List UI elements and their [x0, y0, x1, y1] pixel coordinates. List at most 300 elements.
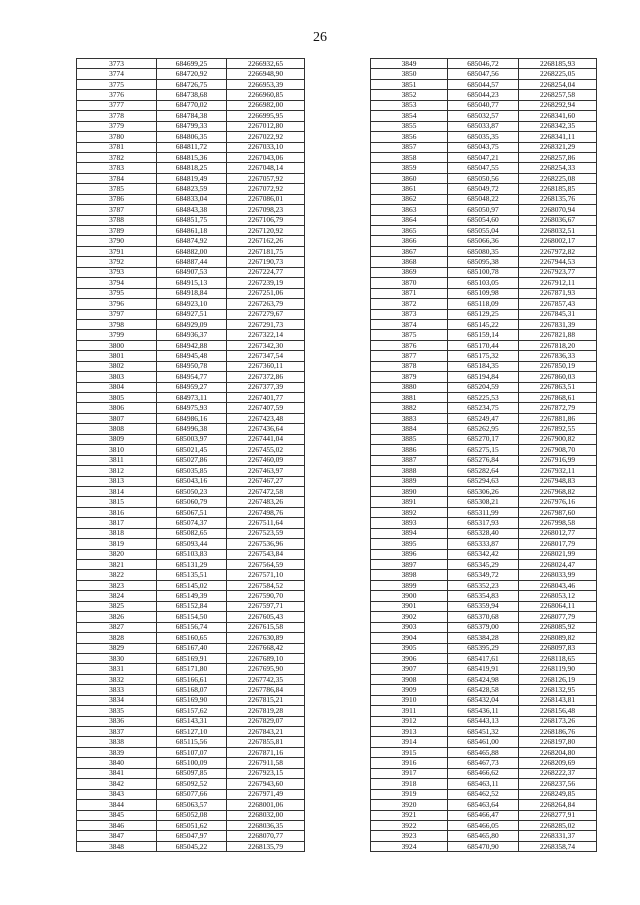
- x-coordinate-cell: 685060,79: [157, 497, 227, 507]
- table-row: [371, 434, 597, 444]
- x-coordinate-cell: 685145,02: [157, 580, 227, 590]
- point-number-cell: 3805: [77, 393, 157, 403]
- x-coordinate-cell: 684945,48: [157, 351, 227, 361]
- x-coordinate-cell: 685317,93: [448, 518, 519, 528]
- table-row: [77, 393, 305, 403]
- y-coordinate-cell: 2267871,16: [227, 747, 305, 757]
- point-number-cell: 3922: [371, 820, 448, 830]
- table-row: [77, 601, 305, 611]
- point-number-cell: 3802: [77, 361, 157, 371]
- table-row: [77, 434, 305, 444]
- x-coordinate-cell: 685465,80: [448, 831, 519, 841]
- y-coordinate-cell: 2268032,00: [227, 810, 305, 820]
- x-coordinate-cell: 685466,05: [448, 820, 519, 830]
- x-coordinate-cell: 685451,32: [448, 727, 519, 737]
- table-row: [371, 215, 597, 225]
- point-number-cell: 3834: [77, 695, 157, 705]
- x-coordinate-cell: 685169,90: [157, 695, 227, 705]
- y-coordinate-cell: 2268070,77: [227, 831, 305, 841]
- point-number-cell: 3827: [77, 622, 157, 632]
- point-number-cell: 3853: [371, 100, 448, 110]
- table-row: [371, 560, 597, 570]
- y-coordinate-cell: 2268132,95: [519, 685, 597, 695]
- point-number-cell: 3872: [371, 299, 448, 309]
- table-row: [77, 622, 305, 632]
- table-row: [371, 507, 597, 517]
- x-coordinate-cell: 685443,13: [448, 716, 519, 726]
- y-coordinate-cell: 2267511,64: [227, 518, 305, 528]
- x-coordinate-cell: 685436,11: [448, 706, 519, 716]
- table-row: [77, 424, 305, 434]
- point-number-cell: 3773: [77, 59, 157, 69]
- table-row: [371, 173, 597, 183]
- y-coordinate-cell: 2268156,48: [519, 706, 597, 716]
- point-number-cell: 3896: [371, 549, 448, 559]
- point-number-cell: 3812: [77, 466, 157, 476]
- table-row: [77, 319, 305, 329]
- point-number-cell: 3813: [77, 476, 157, 486]
- x-coordinate-cell: 685048,22: [448, 194, 519, 204]
- x-coordinate-cell: 685156,74: [157, 622, 227, 632]
- table-row: [77, 132, 305, 142]
- x-coordinate-cell: 685349,72: [448, 570, 519, 580]
- point-number-cell: 3857: [371, 142, 448, 152]
- table-row: [371, 747, 597, 757]
- point-number-cell: 3917: [371, 768, 448, 778]
- x-coordinate-cell: 685093,44: [157, 539, 227, 549]
- point-number-cell: 3820: [77, 549, 157, 559]
- y-coordinate-cell: 2268017,79: [519, 539, 597, 549]
- x-coordinate-cell: 685395,29: [448, 643, 519, 653]
- x-coordinate-cell: 685107,07: [157, 747, 227, 757]
- y-coordinate-cell: 2268012,77: [519, 528, 597, 538]
- x-coordinate-cell: 685055,04: [448, 226, 519, 236]
- table-row: [77, 737, 305, 747]
- y-coordinate-cell: 2267423,48: [227, 413, 305, 423]
- y-coordinate-cell: 2267872,79: [519, 403, 597, 413]
- x-coordinate-cell: 685109,98: [448, 288, 519, 298]
- x-coordinate-cell: 685129,25: [448, 309, 519, 319]
- point-number-cell: 3791: [77, 246, 157, 256]
- x-coordinate-cell: 684770,02: [157, 100, 227, 110]
- point-number-cell: 3869: [371, 267, 448, 277]
- point-number-cell: 3810: [77, 445, 157, 455]
- point-number-cell: 3848: [77, 841, 157, 851]
- x-coordinate-cell: 685167,40: [157, 643, 227, 653]
- x-coordinate-cell: 685033,87: [448, 121, 519, 131]
- y-coordinate-cell: 2268277,91: [519, 810, 597, 820]
- point-number-cell: 3909: [371, 685, 448, 695]
- y-coordinate-cell: 2267829,07: [227, 716, 305, 726]
- x-coordinate-cell: 685160,65: [157, 633, 227, 643]
- y-coordinate-cell: 2267342,30: [227, 340, 305, 350]
- x-coordinate-cell: 685462,52: [448, 789, 519, 799]
- table-row: [77, 612, 305, 622]
- y-coordinate-cell: 2268264,84: [519, 800, 597, 810]
- y-coordinate-cell: 2268237,56: [519, 779, 597, 789]
- x-coordinate-cell: 685100,78: [448, 267, 519, 277]
- x-coordinate-cell: 685045,22: [157, 841, 227, 851]
- y-coordinate-cell: 2268186,76: [519, 727, 597, 737]
- point-number-cell: 3878: [371, 361, 448, 371]
- table-row: [371, 226, 597, 236]
- point-number-cell: 3843: [77, 789, 157, 799]
- x-coordinate-cell: 684929,09: [157, 319, 227, 329]
- point-number-cell: 3890: [371, 486, 448, 496]
- point-number-cell: 3888: [371, 466, 448, 476]
- point-number-cell: 3868: [371, 257, 448, 267]
- table-row: [77, 236, 305, 246]
- table-row: [77, 215, 305, 225]
- point-number-cell: 3902: [371, 612, 448, 622]
- table-row: [371, 643, 597, 653]
- table-row: [77, 727, 305, 737]
- point-number-cell: 3841: [77, 768, 157, 778]
- y-coordinate-cell: 2267190,73: [227, 257, 305, 267]
- x-coordinate-cell: 685424,98: [448, 674, 519, 684]
- y-coordinate-cell: 2267455,02: [227, 445, 305, 455]
- table-row: [77, 706, 305, 716]
- y-coordinate-cell: 2268135,76: [519, 194, 597, 204]
- y-coordinate-cell: 2267120,92: [227, 226, 305, 236]
- table-row: [371, 549, 597, 559]
- table-row: [77, 664, 305, 674]
- y-coordinate-cell: 2268089,82: [519, 633, 597, 643]
- point-number-cell: 3855: [371, 121, 448, 131]
- x-coordinate-cell: 685047,56: [448, 69, 519, 79]
- table-row: [371, 267, 597, 277]
- y-coordinate-cell: 2268043,46: [519, 580, 597, 590]
- point-number-cell: 3790: [77, 236, 157, 246]
- x-coordinate-cell: 685225,53: [448, 393, 519, 403]
- table-row: [77, 163, 305, 173]
- point-number-cell: 3913: [371, 727, 448, 737]
- table-row: [371, 528, 597, 538]
- x-coordinate-cell: 685097,85: [157, 768, 227, 778]
- x-coordinate-cell: 685154,50: [157, 612, 227, 622]
- point-number-cell: 3804: [77, 382, 157, 392]
- y-coordinate-cell: 2267347,54: [227, 351, 305, 361]
- point-number-cell: 3823: [77, 580, 157, 590]
- point-number-cell: 3852: [371, 90, 448, 100]
- x-coordinate-cell: 684942,88: [157, 340, 227, 350]
- y-coordinate-cell: 2267843,21: [227, 727, 305, 737]
- table-row: [371, 403, 597, 413]
- table-row: [77, 789, 305, 799]
- point-number-cell: 3818: [77, 528, 157, 538]
- table-row: [371, 716, 597, 726]
- y-coordinate-cell: 2267689,10: [227, 653, 305, 663]
- table-row: [371, 841, 597, 851]
- point-number-cell: 3785: [77, 184, 157, 194]
- x-coordinate-cell: 685049,72: [448, 184, 519, 194]
- point-number-cell: 3809: [77, 434, 157, 444]
- y-coordinate-cell: 2267615,58: [227, 622, 305, 632]
- x-coordinate-cell: 684936,37: [157, 330, 227, 340]
- y-coordinate-cell: 2268341,11: [519, 132, 597, 142]
- y-coordinate-cell: 2267033,10: [227, 142, 305, 152]
- y-coordinate-cell: 2267106,79: [227, 215, 305, 225]
- y-coordinate-cell: 2266948,90: [227, 69, 305, 79]
- y-coordinate-cell: 2268197,80: [519, 737, 597, 747]
- point-number-cell: 3824: [77, 591, 157, 601]
- table-row: [371, 831, 597, 841]
- point-number-cell: 3918: [371, 779, 448, 789]
- table-row: [371, 330, 597, 340]
- point-number-cell: 3858: [371, 152, 448, 162]
- x-coordinate-cell: 685354,83: [448, 591, 519, 601]
- y-coordinate-cell: 2268285,02: [519, 820, 597, 830]
- x-coordinate-cell: 685043,75: [448, 142, 519, 152]
- point-number-cell: 3915: [371, 747, 448, 757]
- x-coordinate-cell: 685127,10: [157, 727, 227, 737]
- table-row: [371, 413, 597, 423]
- y-coordinate-cell: 2266982,00: [227, 100, 305, 110]
- table-row: [77, 674, 305, 684]
- point-number-cell: 3897: [371, 560, 448, 570]
- point-number-cell: 3892: [371, 507, 448, 517]
- y-coordinate-cell: 2268358,74: [519, 841, 597, 851]
- y-coordinate-cell: 2267944,53: [519, 257, 597, 267]
- y-coordinate-cell: 2267536,96: [227, 539, 305, 549]
- y-coordinate-cell: 2267543,84: [227, 549, 305, 559]
- x-coordinate-cell: 685282,64: [448, 466, 519, 476]
- y-coordinate-cell: 2267048,14: [227, 163, 305, 173]
- table-row: [77, 257, 305, 267]
- x-coordinate-cell: 685166,61: [157, 674, 227, 684]
- y-coordinate-cell: 2268185,93: [519, 59, 597, 69]
- y-coordinate-cell: 2267251,06: [227, 288, 305, 298]
- table-row: [371, 288, 597, 298]
- point-number-cell: 3793: [77, 267, 157, 277]
- table-row: [371, 205, 597, 215]
- x-coordinate-cell: 684819,49: [157, 173, 227, 183]
- y-coordinate-cell: 2267923,77: [519, 267, 597, 277]
- point-number-cell: 3780: [77, 132, 157, 142]
- y-coordinate-cell: 2268254,33: [519, 163, 597, 173]
- coordinates-table-left: [76, 58, 305, 852]
- point-number-cell: 3775: [77, 79, 157, 89]
- table-row: [371, 800, 597, 810]
- y-coordinate-cell: 2267483,26: [227, 497, 305, 507]
- point-number-cell: 3867: [371, 246, 448, 256]
- y-coordinate-cell: 2268097,83: [519, 643, 597, 653]
- table-row: [371, 79, 597, 89]
- y-coordinate-cell: 2267987,60: [519, 507, 597, 517]
- table-row: [77, 184, 305, 194]
- point-number-cell: 3840: [77, 758, 157, 768]
- x-coordinate-cell: 685370,68: [448, 612, 519, 622]
- y-coordinate-cell: 2268321,29: [519, 142, 597, 152]
- y-coordinate-cell: 2267845,31: [519, 309, 597, 319]
- point-number-cell: 3871: [371, 288, 448, 298]
- x-coordinate-cell: 685047,55: [448, 163, 519, 173]
- point-number-cell: 3920: [371, 800, 448, 810]
- table-row: [77, 685, 305, 695]
- table-row: [371, 142, 597, 152]
- y-coordinate-cell: 2266953,39: [227, 79, 305, 89]
- x-coordinate-cell: 685359,94: [448, 601, 519, 611]
- x-coordinate-cell: 685003,97: [157, 434, 227, 444]
- point-number-cell: 3887: [371, 455, 448, 465]
- point-number-cell: 3831: [77, 664, 157, 674]
- point-number-cell: 3886: [371, 445, 448, 455]
- x-coordinate-cell: 684720,92: [157, 69, 227, 79]
- point-number-cell: 3795: [77, 288, 157, 298]
- y-coordinate-cell: 2267836,33: [519, 351, 597, 361]
- x-coordinate-cell: 684907,53: [157, 267, 227, 277]
- table-row: [77, 288, 305, 298]
- x-coordinate-cell: 685308,21: [448, 497, 519, 507]
- point-number-cell: 3866: [371, 236, 448, 246]
- table-row: [77, 455, 305, 465]
- point-number-cell: 3924: [371, 841, 448, 851]
- y-coordinate-cell: 2267900,82: [519, 434, 597, 444]
- x-coordinate-cell: 684975,93: [157, 403, 227, 413]
- table-row: [77, 382, 305, 392]
- table-row: [77, 194, 305, 204]
- y-coordinate-cell: 2267855,81: [227, 737, 305, 747]
- table-row: [371, 278, 597, 288]
- x-coordinate-cell: 684927,51: [157, 309, 227, 319]
- point-number-cell: 3838: [77, 737, 157, 747]
- x-coordinate-cell: 685428,58: [448, 685, 519, 695]
- point-number-cell: 3923: [371, 831, 448, 841]
- point-number-cell: 3836: [77, 716, 157, 726]
- point-number-cell: 3891: [371, 497, 448, 507]
- y-coordinate-cell: 2268024,47: [519, 560, 597, 570]
- point-number-cell: 3901: [371, 601, 448, 611]
- y-coordinate-cell: 2268185,85: [519, 184, 597, 194]
- point-number-cell: 3814: [77, 486, 157, 496]
- y-coordinate-cell: 2267279,67: [227, 309, 305, 319]
- point-number-cell: 3911: [371, 706, 448, 716]
- y-coordinate-cell: 2267786,84: [227, 685, 305, 695]
- table-row: [77, 69, 305, 79]
- x-coordinate-cell: 685044,23: [448, 90, 519, 100]
- point-number-cell: 3885: [371, 434, 448, 444]
- point-number-cell: 3778: [77, 111, 157, 121]
- y-coordinate-cell: 2268064,11: [519, 601, 597, 611]
- x-coordinate-cell: 684818,25: [157, 163, 227, 173]
- table-row: [371, 246, 597, 256]
- y-coordinate-cell: 2267022,92: [227, 132, 305, 142]
- x-coordinate-cell: 685135,51: [157, 570, 227, 580]
- table-row: [77, 539, 305, 549]
- table-row: [77, 841, 305, 851]
- x-coordinate-cell: 685046,72: [448, 59, 519, 69]
- table-row: [77, 768, 305, 778]
- table-row: [77, 246, 305, 256]
- y-coordinate-cell: 2267401,77: [227, 393, 305, 403]
- x-coordinate-cell: 684959,27: [157, 382, 227, 392]
- x-coordinate-cell: 684874,92: [157, 236, 227, 246]
- y-coordinate-cell: 2268002,17: [519, 236, 597, 246]
- x-coordinate-cell: 685466,62: [448, 768, 519, 778]
- y-coordinate-cell: 2267850,19: [519, 361, 597, 371]
- table-row: [77, 747, 305, 757]
- x-coordinate-cell: 685262,95: [448, 424, 519, 434]
- y-coordinate-cell: 2266932,65: [227, 59, 305, 69]
- table-row: [371, 518, 597, 528]
- y-coordinate-cell: 2267912,11: [519, 278, 597, 288]
- point-number-cell: 3854: [371, 111, 448, 121]
- table-row: [77, 507, 305, 517]
- y-coordinate-cell: 2267932,11: [519, 466, 597, 476]
- table-row: [371, 299, 597, 309]
- y-coordinate-cell: 2267072,92: [227, 184, 305, 194]
- y-coordinate-cell: 2268225,05: [519, 69, 597, 79]
- y-coordinate-cell: 2268036,35: [227, 820, 305, 830]
- point-number-cell: 3910: [371, 695, 448, 705]
- y-coordinate-cell: 2267860,03: [519, 372, 597, 382]
- point-number-cell: 3903: [371, 622, 448, 632]
- table-row: [371, 633, 597, 643]
- y-coordinate-cell: 2267498,76: [227, 507, 305, 517]
- x-coordinate-cell: 684851,75: [157, 215, 227, 225]
- table-row: [77, 445, 305, 455]
- x-coordinate-cell: 685050,23: [157, 486, 227, 496]
- x-coordinate-cell: 685149,39: [157, 591, 227, 601]
- x-coordinate-cell: 685333,87: [448, 539, 519, 549]
- y-coordinate-cell: 2267584,52: [227, 580, 305, 590]
- table-row: [371, 758, 597, 768]
- table-row: [77, 90, 305, 100]
- x-coordinate-cell: 685118,09: [448, 299, 519, 309]
- y-coordinate-cell: 2267908,70: [519, 445, 597, 455]
- x-coordinate-cell: 685169,91: [157, 653, 227, 663]
- x-coordinate-cell: 685463,64: [448, 800, 519, 810]
- y-coordinate-cell: 2268257,58: [519, 90, 597, 100]
- table-row: [77, 330, 305, 340]
- x-coordinate-cell: 684843,38: [157, 205, 227, 215]
- y-coordinate-cell: 2267597,71: [227, 601, 305, 611]
- x-coordinate-cell: 685032,57: [448, 111, 519, 121]
- point-number-cell: 3807: [77, 413, 157, 423]
- point-number-cell: 3796: [77, 299, 157, 309]
- y-coordinate-cell: 2267436,64: [227, 424, 305, 434]
- y-coordinate-cell: 2267815,21: [227, 695, 305, 705]
- table-row: [371, 685, 597, 695]
- y-coordinate-cell: 2268085,92: [519, 622, 597, 632]
- x-coordinate-cell: 685063,57: [157, 800, 227, 810]
- table-row: [77, 643, 305, 653]
- y-coordinate-cell: 2268126,19: [519, 674, 597, 684]
- point-number-cell: 3792: [77, 257, 157, 267]
- y-coordinate-cell: 2267971,49: [227, 789, 305, 799]
- y-coordinate-cell: 2267972,82: [519, 246, 597, 256]
- x-coordinate-cell: 685143,31: [157, 716, 227, 726]
- x-coordinate-cell: 684887,44: [157, 257, 227, 267]
- y-coordinate-cell: 2268257,86: [519, 152, 597, 162]
- point-number-cell: 3862: [371, 194, 448, 204]
- y-coordinate-cell: 2267460,09: [227, 455, 305, 465]
- x-coordinate-cell: 685432,04: [448, 695, 519, 705]
- x-coordinate-cell: 685352,23: [448, 580, 519, 590]
- table-row: [77, 152, 305, 162]
- table-row: [77, 476, 305, 486]
- x-coordinate-cell: 684954,77: [157, 372, 227, 382]
- point-number-cell: 3900: [371, 591, 448, 601]
- x-coordinate-cell: 685050,97: [448, 205, 519, 215]
- point-number-cell: 3829: [77, 643, 157, 653]
- point-number-cell: 3788: [77, 215, 157, 225]
- x-coordinate-cell: 684823,59: [157, 184, 227, 194]
- point-number-cell: 3811: [77, 455, 157, 465]
- x-coordinate-cell: 685092,52: [157, 779, 227, 789]
- point-number-cell: 3835: [77, 706, 157, 716]
- y-coordinate-cell: 2267605,43: [227, 612, 305, 622]
